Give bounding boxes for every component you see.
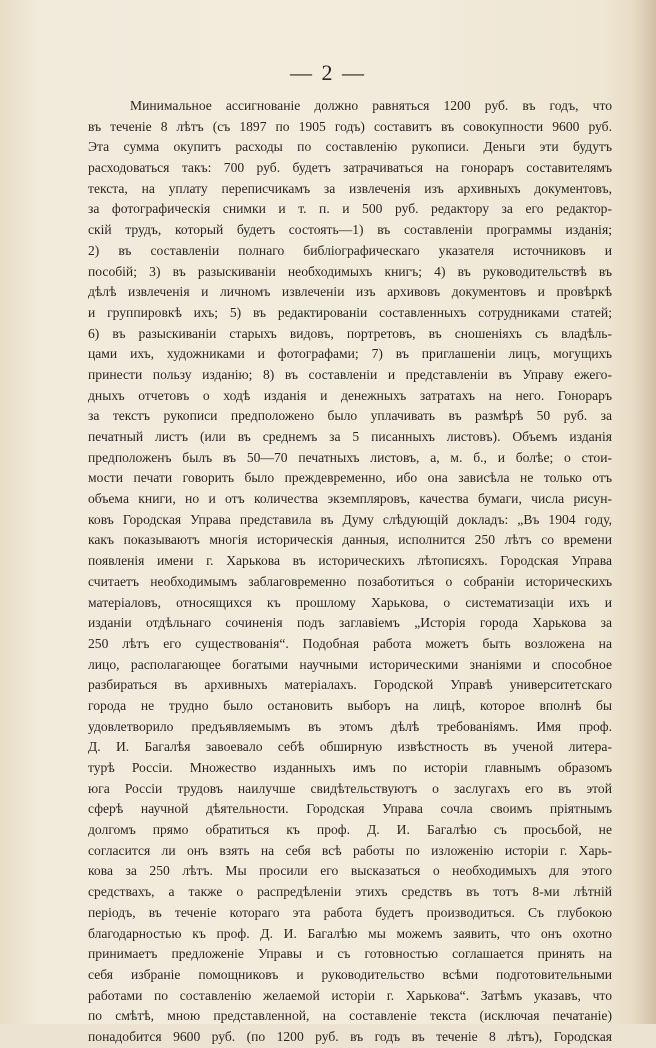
text-line: долгомъ прямо обратиться къ проф. Д. И. Багалѣю съ просьбой, не [88, 822, 612, 838]
text-line: города не трудно было остановить выборъ на лицѣ, которое вполнѣ бы [88, 697, 612, 713]
text-line: разбираться въ архивныхъ матеріалахъ. Городской Управѣ университетскаго [88, 677, 612, 693]
text-line: ковъ Городская Управа представила въ Думу слѣдующій докладъ: „Въ 1904 году, [88, 511, 612, 527]
text-line: принести пользу изданію; 8) въ составленіи и представленіи въ Управу ежего- [88, 366, 612, 382]
text-line: удовлетворило предъявляемымъ въ этомъ дѣлѣ требованіямъ. Имя проф. [88, 718, 612, 734]
text-line: по смѣтѣ, мною представленной, на составленіе текста (исключая печатаніе) [88, 1008, 612, 1024]
text-line: согласится ли онъ взять на себя всѣ работы по изложенію исторіи г. Харь- [88, 842, 612, 858]
text-line: матеріаловъ, относящихся къ прошлому Харькова, о систематизаціи ихъ и [88, 594, 612, 610]
text-line: мости печати говорить было преждевременно, ибо она зависѣла не только отъ [88, 470, 612, 486]
text-line: Минимальное ассигнованіе должно равняться 1200 руб. въ годъ, что [130, 98, 612, 113]
text-line: 250 лѣтъ его существованія“. Подобная работа можетъ быть возложена на [88, 635, 612, 651]
text-line: предположенъ былъ въ 50—70 печатныхъ листовъ, а, м. б., и болѣе; о стои- [88, 449, 612, 465]
text-line: кова за 250 лѣтъ. Мы просили его высказаться о необходимыхъ для этого [88, 863, 612, 879]
text-line: благодарностью къ проф. Д. И. Багалѣю мы можемъ заявить, что онъ охотно [88, 925, 612, 941]
text-line: за текстъ рукописи предположено было уплачивать въ размѣрѣ 50 руб. за [88, 408, 612, 424]
text-line: считаетъ необходимымъ заблаговременно позаботиться о собраніи историческихъ [88, 573, 612, 589]
text-line: появленія имени г. Харькова въ историческихъ лѣтописяхъ. Городская Управа [88, 553, 612, 569]
page-edge-shadow [634, 0, 656, 1024]
text-line: себя избраніе помощниковъ и руководительство всѣми подготовительными [88, 966, 612, 982]
text-line: и группировкѣ ихъ; 5) въ редактированіи составленныхъ сотрудниками статей; [88, 304, 612, 320]
body-text [88, 96, 612, 1048]
text-line: понадобится 9600 руб. (по 1200 руб. въ годъ въ теченіе 8 лѣтъ), Городская [88, 1028, 612, 1044]
text-line: въ теченіе 8 лѣтъ (съ 1897 по 1905 годъ) составитъ въ совокупности 9600 руб. [88, 118, 612, 134]
text-line: пособій; 3) въ разыскиваніи необходимыхъ книгъ; 4) въ руководительствѣ въ [88, 263, 612, 279]
text-line: 6) въ разыскиваніи старыхъ видовъ, портретовъ, въ сношеніяхъ съ владѣль- [88, 325, 612, 341]
text-line: текста, на уплату переписчикамъ за извлеченія изъ архивныхъ документовъ, [88, 180, 612, 196]
text-line: работами по составленію желаемой исторіи г. Харькова“. Затѣмъ указавъ, что [88, 987, 612, 1003]
text-line: юга Россіи трудовъ наилучше свидѣтельствуютъ о заслугахъ его въ этой [88, 780, 612, 796]
text-line: 2) въ составленіи полнаго библіографическаго указателя источниковъ и [88, 242, 612, 258]
text-line: расходоваться такъ: 700 руб. будетъ затрачиваться на гонораръ составителямъ [88, 160, 612, 176]
text-line: объема книги, но и отъ количества экземпляровъ, качества бумаги, числа рисун- [88, 491, 612, 507]
text-line: принимаетъ предложеніе Управы и съ готовностью соглашается принять на [88, 946, 612, 962]
text-line: турѣ Россіи. Множество изданныхъ имъ по исторіи главнымъ образомъ [88, 760, 612, 775]
text-line: лицо, располагающее богатыми научными историческими знаніями и способное [88, 656, 612, 672]
text-line: цами ихъ, художниками и фотографами; 7) въ приглашеніи лицъ, могущихъ [88, 346, 612, 362]
text-line: Эта сумма окупитъ расходы по составленію рукописи. Деньги эти будутъ [88, 139, 612, 155]
text-line: сферѣ научной дѣятельности. Городская Управа сочла своимъ пріятнымъ [88, 801, 612, 817]
text-line: средствахъ, а также о распредѣленіи этихъ средствъ въ тотъ 8-ми лѣтній [88, 884, 612, 900]
text-line: Д. И. Багалѣя завоевало себѣ обширную извѣстность въ ученой литера- [88, 739, 612, 755]
text-line: печатный листъ (или въ среднемъ за 5 писанныхъ листовъ). Объемъ изданія [88, 429, 612, 444]
text-line: дныхъ отчетовъ о ходѣ изданія и денежныхъ затратахъ на него. Гонораръ [88, 387, 612, 403]
text-line: какъ показываютъ многія историческія данныя, исполнится 250 лѣтъ со времени [88, 532, 612, 548]
page-number: — 2 — [290, 60, 366, 85]
text-line: за фотографическія снимки и т. п. и 500 руб. редактору за его редактор- [88, 201, 612, 217]
text-line: дѣлѣ извлеченія и личномъ извлеченіи изъ архивовъ документовъ и провѣркѣ [88, 284, 612, 300]
text-line: періодъ, въ теченіе котораго эта работа будетъ производиться. Съ глубокою [88, 904, 612, 920]
text-line: изданіи отдѣльнаго сочиненія подъ заглавіемъ „Исторія города Харькова за [88, 615, 612, 631]
text-line: скій трудъ, который будетъ состоять—1) въ составленіи программы изданія; [88, 222, 612, 238]
